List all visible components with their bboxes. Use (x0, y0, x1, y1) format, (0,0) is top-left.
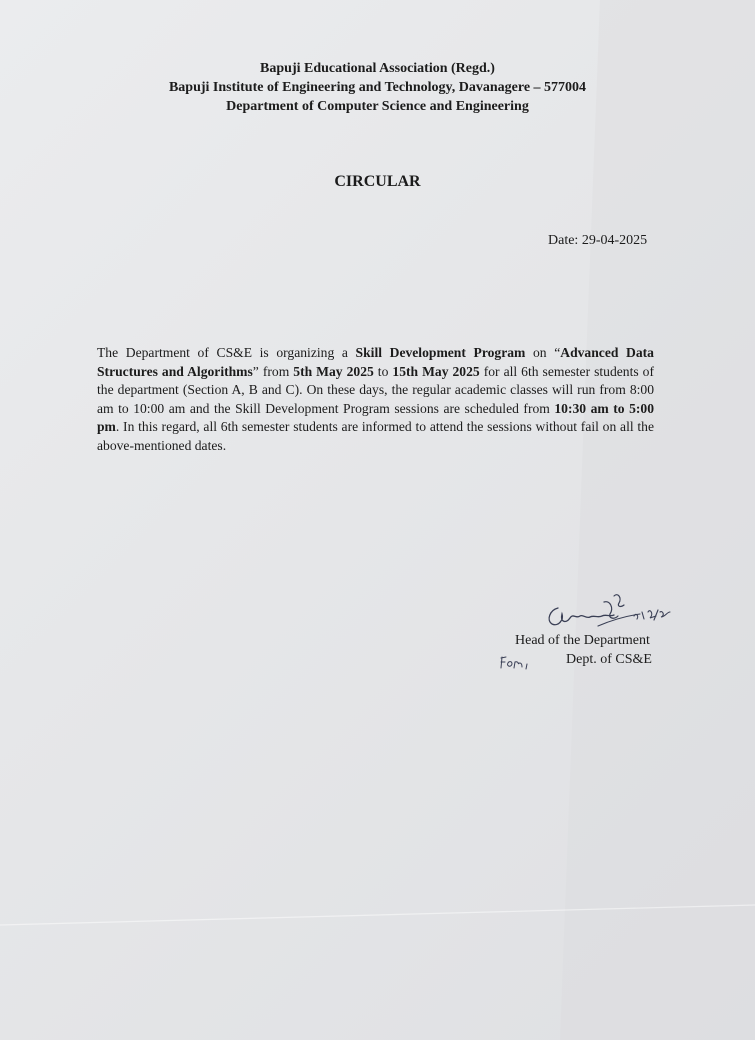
handwritten-for-note (497, 654, 531, 672)
signatory-department: Dept. of CS&E (566, 652, 652, 667)
body-text-3: ” from (252, 363, 294, 379)
document-title: CIRCULAR (334, 173, 421, 190)
handwritten-signature (540, 586, 690, 632)
circular-body (97, 344, 654, 456)
body-bold-start-date: 5th May 2025 (293, 363, 374, 379)
body-bold-program: Skill Development Program (355, 345, 526, 360)
body-text-5: for all 6th semester students of the department (Section A, B and C). On these days, the regular academic classes will run from 8:00 am to 10:00 am and the Skill Development Program sessions are scheduled from (97, 363, 654, 416)
circular-date: Date: 29-04-2025 (548, 233, 648, 248)
association-name: Bapuji Educational Association (Regd.) (260, 61, 495, 76)
body-bold-topic: Advanced Data Structures and Algorithms (97, 345, 654, 379)
body-text-4: to (373, 363, 393, 379)
body-text-1: The Department of CS&E is organizing a (97, 345, 356, 360)
body-bold-end-date: 15th May 2025 (392, 363, 480, 379)
letterhead (0, 59, 755, 116)
signatory-role: Head of the Department (515, 633, 650, 648)
document-title-wrap (0, 173, 755, 191)
body-text-6: . In this regard, all 6th semester students are informed to attend the sessions without fail on all the above-mentioned dates. (97, 419, 654, 453)
department-name: Department of Computer Science and Engineering (226, 99, 529, 114)
body-bold-timing: 10:30 am to 5:00 pm (97, 400, 654, 435)
institute-name: Bapuji Institute of Engineering and Technology, Davanagere – 577004 (168, 80, 587, 95)
body-text-2: on “ (525, 345, 561, 360)
